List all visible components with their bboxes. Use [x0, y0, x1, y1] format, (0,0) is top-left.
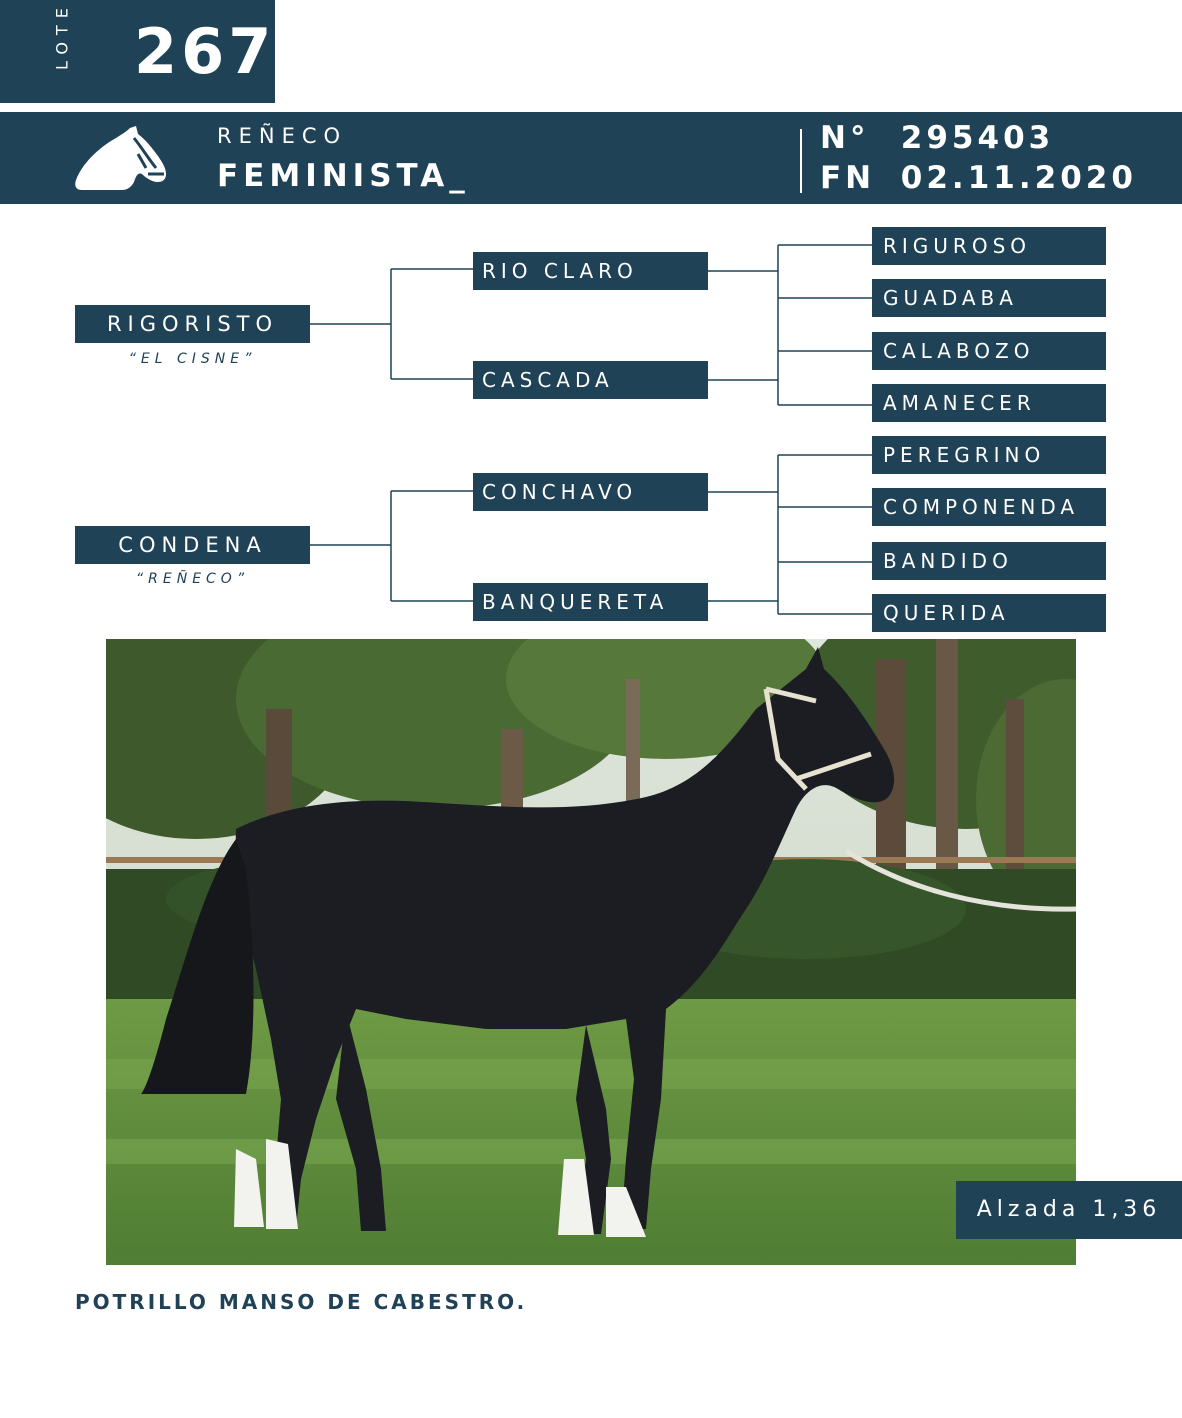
lot-number: 267: [134, 15, 276, 88]
registration-label: N°: [820, 120, 870, 156]
description-caption: POTRILLO MANSO DE CABESTRO.: [75, 1290, 528, 1314]
birth-date: 02.11.2020: [900, 160, 1137, 196]
breeder-name: REÑECO: [217, 124, 348, 148]
great-grandparent-box: CALABOZO: [872, 332, 1106, 370]
dam-dam-box: BANQUERETA: [473, 583, 708, 621]
sire-dam-box: CASCADA: [473, 361, 708, 399]
lot-label: LOTE: [52, 1, 72, 70]
dam-breeder: “REÑECO”: [135, 571, 250, 587]
horse-name: FEMINISTA_: [217, 158, 470, 194]
sire-breeder: “EL CISNE”: [128, 351, 257, 367]
great-grandparent-box: QUERIDA: [872, 594, 1106, 632]
horse-photo: [106, 639, 1076, 1265]
sire-box: RIGORISTO: [75, 305, 310, 343]
registration-number: 295403: [900, 120, 1055, 156]
great-grandparent-box: BANDIDO: [872, 542, 1106, 580]
birth-date-label: FN: [820, 160, 876, 196]
great-grandparent-box: PEREGRINO: [872, 436, 1106, 474]
great-grandparent-box: AMANECER: [872, 384, 1106, 422]
great-grandparent-box: GUADABA: [872, 279, 1106, 317]
height-badge: Alzada 1,36: [956, 1181, 1182, 1239]
sire-sire-box: RIO CLARO: [473, 252, 708, 290]
dam-box: CONDENA: [75, 526, 310, 564]
great-grandparent-box: RIGUROSO: [872, 227, 1106, 265]
dam-sire-box: CONCHAVO: [473, 473, 708, 511]
great-grandparent-box: COMPONENDA: [872, 488, 1106, 526]
